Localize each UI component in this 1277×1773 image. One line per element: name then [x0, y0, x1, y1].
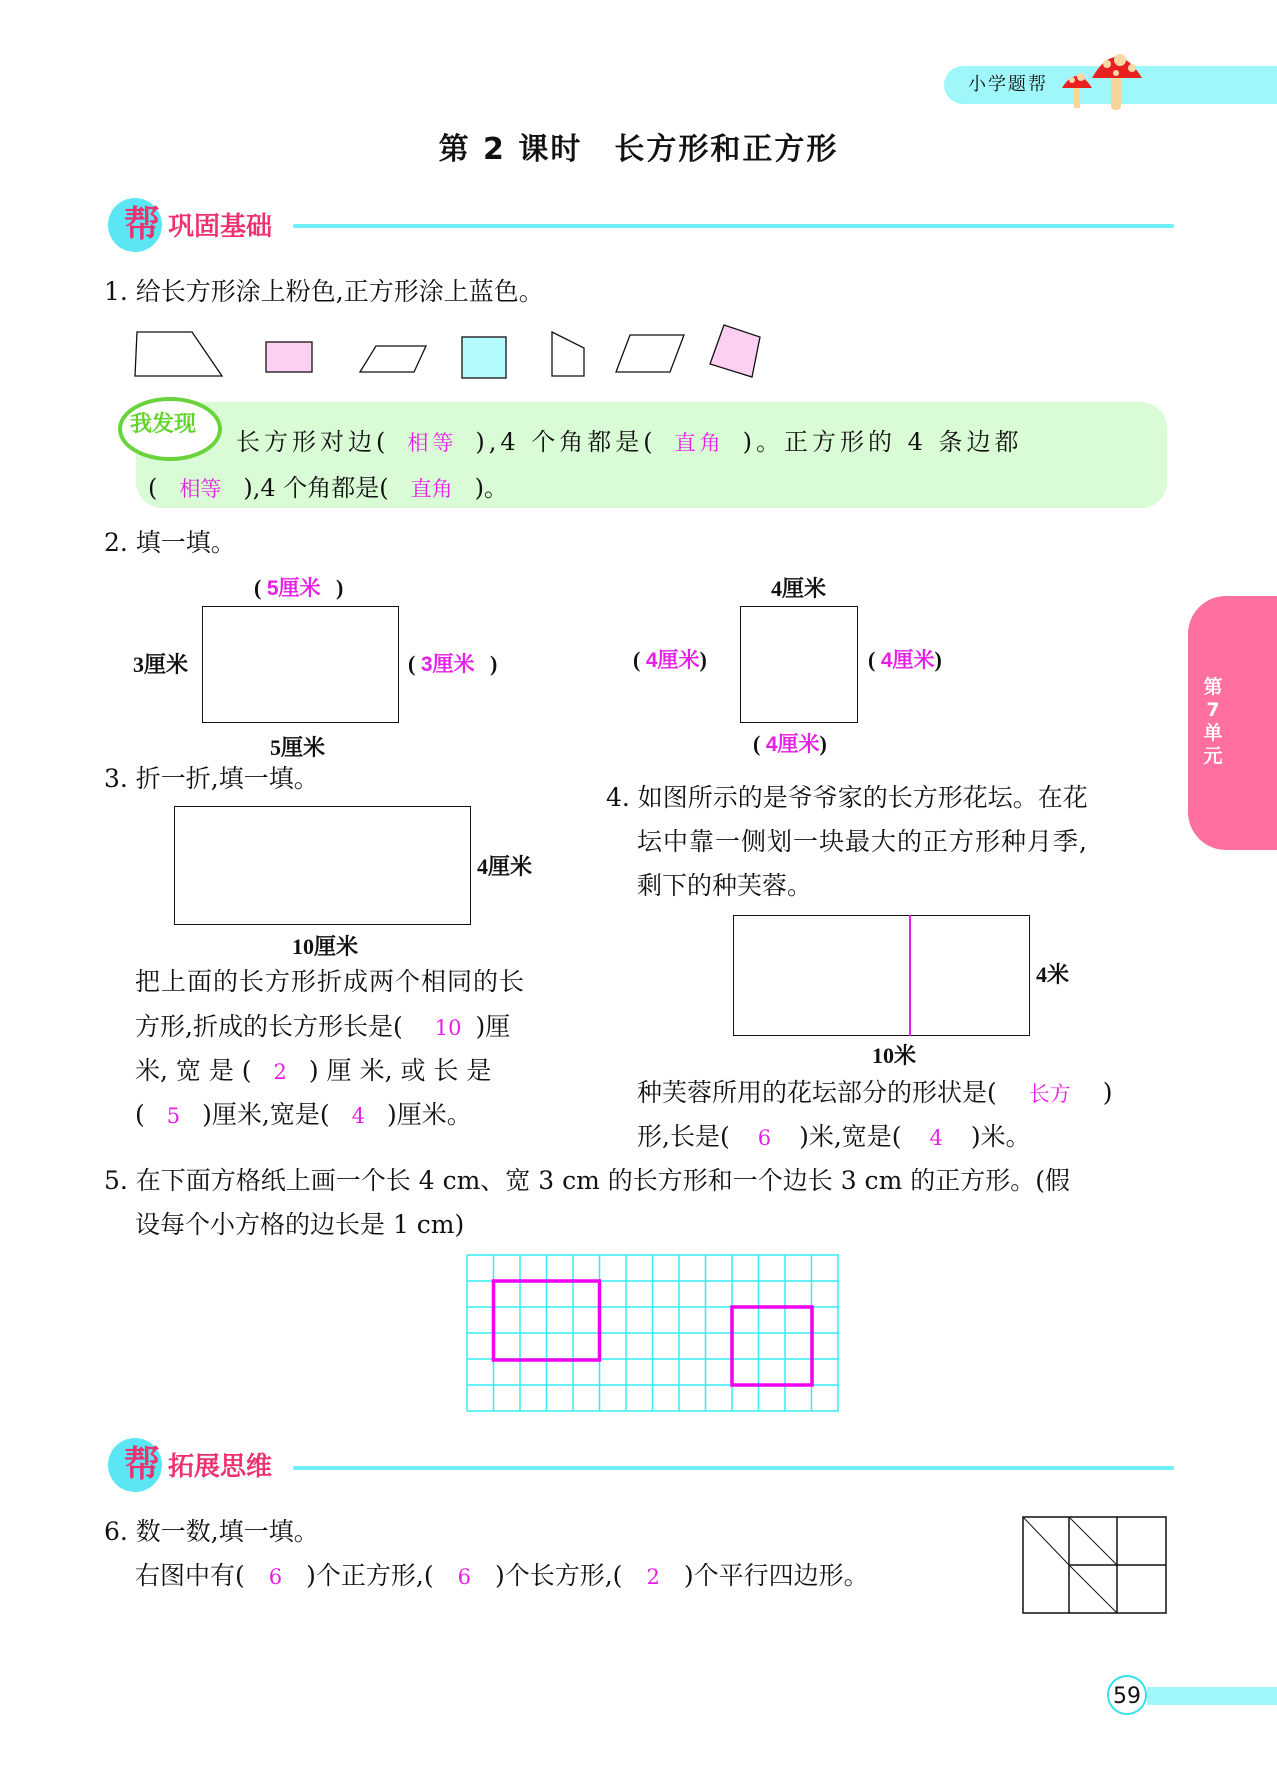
answer: 直角: [410, 477, 453, 501]
answer: 6: [757, 1126, 772, 1150]
text: )个平行四边形。: [683, 1561, 869, 1590]
paren: (: [868, 647, 876, 672]
section-header-extension: [108, 1436, 1174, 1496]
text: (: [135, 1100, 145, 1129]
q2-rect-top-label: [254, 572, 343, 602]
q4-side-label: 4米: [1036, 962, 1070, 987]
q2-rect-left-label: 3厘米: [133, 652, 189, 677]
answer: 6: [457, 1565, 471, 1589]
unit-tab-label: [1196, 676, 1230, 768]
section-title: 拓展思维: [168, 1452, 273, 1482]
text: 方形,折成的长方形长是(: [135, 1012, 403, 1041]
shape-trapezoid: [135, 332, 222, 376]
q6-line-2: [135, 1554, 869, 1599]
section-bang: 帮: [124, 204, 161, 245]
answer: 5: [166, 1104, 181, 1128]
answer: 4厘米: [645, 649, 700, 672]
q6-figure: [1022, 1516, 1168, 1614]
page-bar: [1147, 1687, 1277, 1705]
text: ) 厘 米, 或 长 是: [308, 1056, 492, 1085]
q6-line-1: 6. 数一数,填一填。: [104, 1517, 319, 1546]
text: )。: [474, 474, 509, 502]
q2-square-left-label: [633, 644, 707, 674]
answer: 5厘米: [266, 577, 321, 600]
q3-line-3: [135, 1049, 491, 1094]
text: )米,宽是(: [799, 1122, 902, 1151]
q2-square-bottom-label: [753, 728, 827, 758]
q2-prompt: 2. 填一填。: [104, 528, 236, 557]
text: 右图中有(: [135, 1561, 245, 1590]
text: 长方形对边(: [236, 428, 390, 456]
discovery-badge: 我发现: [130, 412, 197, 437]
q4-answer-line-1: [637, 1071, 1113, 1116]
discovery-line-2: [148, 466, 508, 511]
answer: 相等: [179, 477, 222, 501]
text: ),4 个角都是(: [475, 428, 657, 456]
page-title: 第 2 课时 长方形和正方形: [438, 132, 839, 167]
text: 米, 宽 是 (: [135, 1056, 252, 1085]
discovery-line-1: [236, 420, 1023, 465]
q5-line-2: 设每个小方格的边长是 1 cm): [135, 1210, 465, 1239]
section-divider: [293, 1466, 1174, 1470]
q2-square: [740, 606, 858, 723]
shape-blue-square: [462, 337, 506, 378]
text: (: [148, 474, 158, 502]
q2-rect-right-label: [408, 648, 497, 678]
shape-right-trapezoid: [552, 332, 584, 376]
text: )。正方形的 4 条边都: [742, 428, 1023, 456]
grid-lines: [467, 1255, 839, 1411]
answer: 3厘米: [420, 653, 475, 676]
section-bang: 帮: [124, 1444, 161, 1485]
paren: ): [699, 647, 707, 672]
page-number: 59: [1107, 1675, 1147, 1715]
text: 形,长是(: [637, 1122, 730, 1151]
answer: 4厘米: [880, 649, 935, 672]
text: )米。: [970, 1122, 1031, 1151]
mushroom-icon: [1060, 46, 1150, 116]
shape-pink-tilted-rectangle: [710, 325, 760, 377]
answer: 10: [434, 1016, 462, 1040]
paren: ): [336, 575, 344, 600]
text: )厘: [475, 1012, 511, 1041]
q2-rect-bottom-label: 5厘米: [270, 735, 326, 760]
answer: 4厘米: [765, 733, 820, 756]
paren: ): [490, 651, 498, 676]
q2-square-top-label: 4厘米: [771, 576, 827, 601]
unit-char: 元: [1203, 745, 1223, 767]
answer: 4: [351, 1104, 365, 1128]
q3-line-4: [135, 1093, 472, 1138]
q3-line-1: 把上面的长方形折成两个相同的长: [135, 967, 526, 996]
paren: (: [633, 647, 641, 672]
section-title: 巩固基础: [168, 212, 273, 242]
answer: 2: [273, 1060, 287, 1084]
answer: 直角: [674, 431, 725, 455]
q3-rectangle: [174, 806, 471, 925]
text: )个正方形,(: [306, 1561, 434, 1590]
q4-flowerbed: [733, 915, 1030, 1036]
answer: 长方: [1028, 1082, 1071, 1106]
q5-line-1: 5. 在下面方格纸上画一个长 4 cm、宽 3 cm 的长方形和一个边长 3 cm 的正方形。(假: [104, 1166, 1070, 1195]
shape-pink-rectangle: [266, 342, 312, 372]
text: )个长方形,(: [494, 1561, 623, 1590]
q4-line-1: 4. 如图所示的是爷爷家的长方形花坛。在花: [606, 783, 1088, 812]
q3-side-label: 4厘米: [477, 854, 533, 879]
section-header-basics: [108, 196, 1174, 256]
text: )厘米,宽是(: [202, 1100, 330, 1129]
paren: ): [819, 731, 827, 756]
answer: 4: [929, 1126, 943, 1150]
q3-line-2: [135, 1005, 510, 1050]
q1-shapes: [130, 320, 770, 390]
q1-prompt: 1. 给长方形涂上粉色,正方形涂上蓝色。: [104, 277, 544, 306]
paren: (: [254, 575, 262, 600]
paren: ): [934, 647, 942, 672]
answer: 2: [646, 1565, 660, 1589]
brand-text: 小学题帮: [968, 74, 1048, 95]
q2-square-right-label: [868, 644, 942, 674]
answer: 6: [268, 1565, 283, 1589]
q2-rectangle: [202, 606, 399, 723]
text: ): [1102, 1078, 1113, 1107]
q4-answer-line-2: [637, 1115, 1031, 1160]
answer: 相等: [407, 431, 458, 455]
text: ),4 个角都是(: [243, 474, 389, 502]
q4-line-2: 坛中靠一侧划一块最大的正方形种月季,: [637, 827, 1088, 856]
section-divider: [293, 224, 1174, 228]
drawn-square: [732, 1307, 812, 1385]
unit-char: 7: [1206, 699, 1220, 721]
q4-bottom-label: 10米: [872, 1043, 917, 1068]
q3-prompt: 3. 折一折,填一填。: [104, 764, 319, 793]
shape-parallelogram: [360, 346, 426, 372]
unit-char: 单: [1203, 722, 1223, 744]
paren: (: [408, 651, 416, 676]
q3-bottom-label: 10厘米: [292, 934, 359, 959]
q4-divider-line: [909, 915, 911, 1036]
shape-parallelogram-2: [616, 335, 684, 372]
q5-grid-paper[interactable]: [467, 1255, 839, 1412]
text: )厘米。: [386, 1100, 472, 1129]
text: 种芙蓉所用的花坛部分的形状是(: [637, 1078, 997, 1107]
paren: (: [753, 731, 761, 756]
unit-char: 第: [1203, 676, 1223, 698]
q4-line-3: 剩下的种芙蓉。: [637, 871, 813, 900]
